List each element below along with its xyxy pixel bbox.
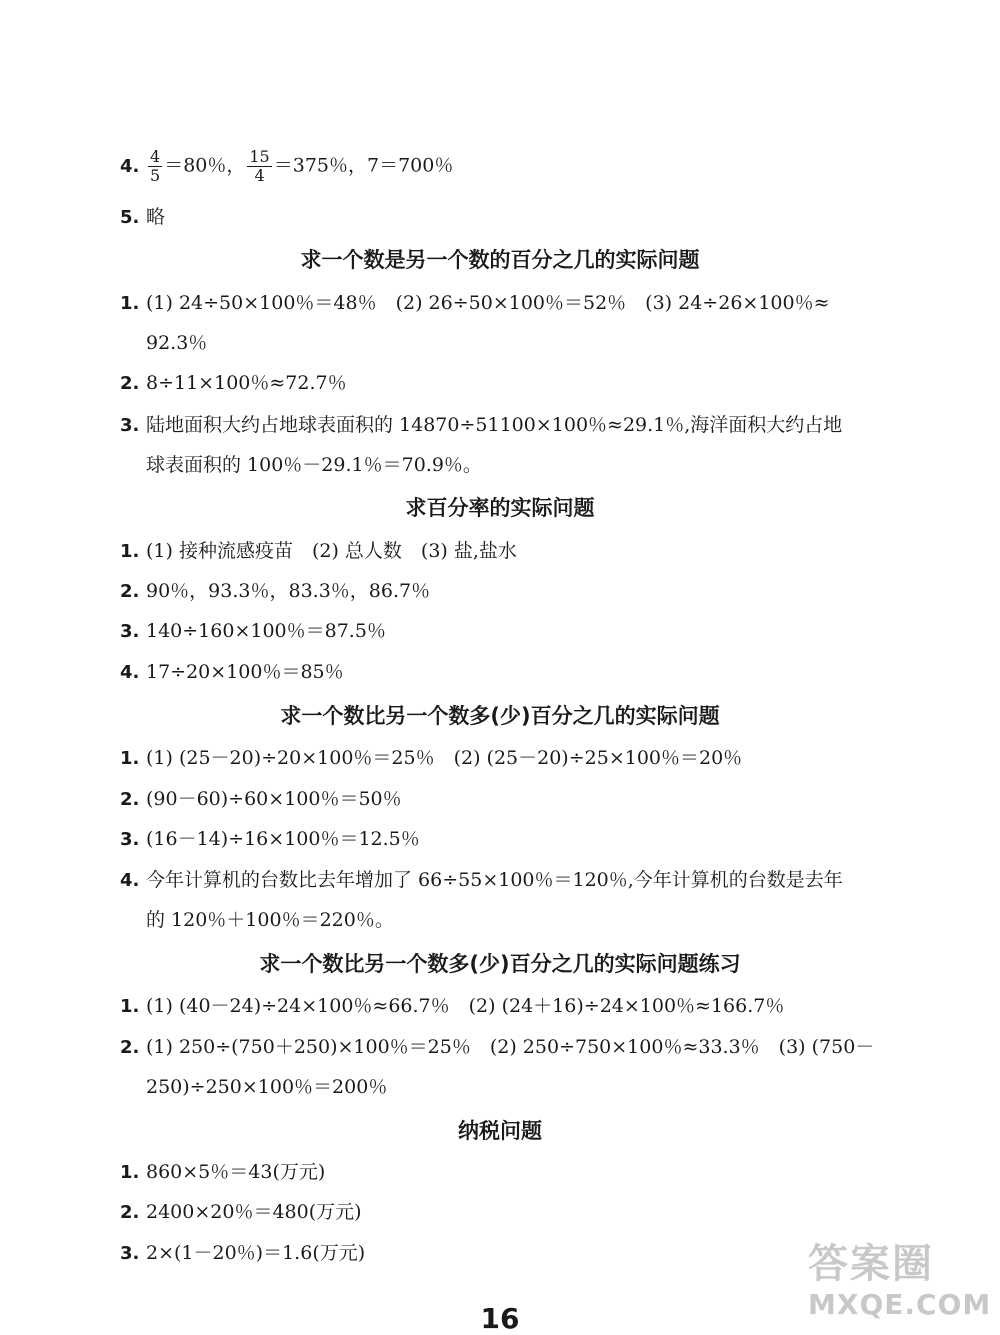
s1-answer-2: 2. 8÷11×100％≈72.7％ [120, 372, 347, 394]
s4-answer-1: 1. (1) (40－24)÷24×100％≈66.7％ (2) (24＋16)÷24×100％≈166.7％ [120, 995, 785, 1017]
s3-answer-4-cont: 的 120％＋100％＝220％。 [146, 909, 394, 931]
s3-answer-2: 2. (90－60)÷60×100％＝50％ [120, 788, 402, 810]
s3-answer-4: 4. 今年计算机的台数比去年增加了 66÷55×100％＝120％,今年计算机的台数是去年 [120, 869, 843, 891]
s3-answer-3: 3. (16－14)÷16×100％＝12.5％ [120, 828, 420, 850]
answer-4-fractions: 4. $\frac{4}{5}$ ＝80％， $\frac{15}{4}$ ＝375％，7＝700％ [120, 147, 454, 185]
watermark-top-text: 答案圈 [808, 1241, 934, 1287]
section-title-tax: 纳税问题 [458, 1119, 542, 1143]
s2-answer-4: 4. 17÷20×100％＝85％ [120, 661, 344, 683]
page-number: 16 [480, 1302, 520, 1335]
s2-answer-3: 3. 140÷160×100％＝87.5％ [120, 620, 386, 642]
s4-answer-2: 2. (1) 250÷(750＋250)×100％＝25％ (2) 250÷750×100％≈33.3％ (3) (750－ [120, 1036, 875, 1058]
fraction-15-4: $\frac{15}{4}$ [249, 147, 270, 185]
s2-answer-2: 2. 90％，93.3％，83.3％，86.7％ [120, 580, 431, 602]
section-title-percent-of: 求一个数是另一个数的百分之几的实际问题 [300, 248, 700, 272]
answer-5: 5. 略 [120, 206, 166, 228]
s1-answer-1-cont: 92.3％ [146, 332, 208, 354]
s3-answer-1: 1. (1) (25－20)÷20×100％＝25％ (2) (25－20)÷25×100％＝20％ [120, 747, 743, 769]
watermark-bottom-text: MXQE.COM [808, 1288, 992, 1321]
s1-answer-3: 3. 陆地面积大约占地球表面积的 14870÷51100×100％≈29.1％,海洋面积大约占地 [120, 414, 843, 436]
s1-answer-3-cont: 球表面积的 100％－29.1％＝70.9％。 [146, 454, 482, 476]
s1-answer-1: 1. (1) 24÷50×100％＝48％ (2) 26÷50×100％＝52％ (3) 24÷26×100％≈ [120, 292, 830, 314]
s4-answer-2-cont: 250)÷250×100％＝200％ [146, 1076, 388, 1098]
fraction-4-5: $\frac{4}{5}$ [150, 147, 161, 185]
section-title-more-less-practice: 求一个数比另一个数多(少)百分之几的实际问题练习 [259, 952, 741, 976]
s5-answer-3: 3. 2×(1－20％)＝1.6(万元) [120, 1242, 366, 1264]
watermark-logo [808, 1240, 992, 1330]
item-number: 4. [120, 155, 140, 177]
section-title-rate: 求百分率的实际问题 [405, 496, 595, 520]
s5-answer-1: 1. 860×5％＝43(万元) [120, 1161, 326, 1183]
s5-answer-2: 2. 2400×20％＝480(万元) [120, 1201, 362, 1223]
section-title-more-less: 求一个数比另一个数多(少)百分之几的实际问题 [280, 704, 720, 728]
s2-answer-1: 1. (1) 接种流感疫苗 (2) 总人数 (3) 盐,盐水 [120, 540, 517, 562]
